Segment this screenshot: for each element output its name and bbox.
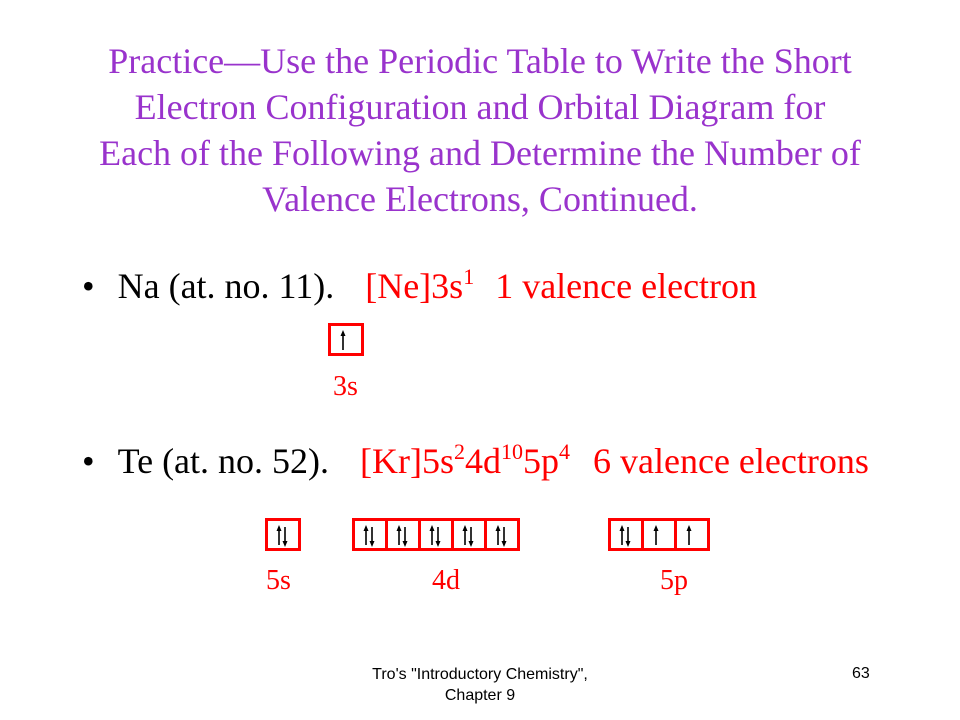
title-line: Valence Electrons, Continued. xyxy=(262,179,698,219)
spin-down-arrowhead xyxy=(436,541,441,547)
electron-arrows xyxy=(644,521,674,548)
electron-configuration xyxy=(365,266,474,306)
electron-configuration xyxy=(360,441,570,481)
valence-count: 6 valence electrons xyxy=(593,441,869,481)
title-line: Electron Configuration and Orbital Diagram for xyxy=(134,87,826,127)
config-orbital: 4d xyxy=(465,441,502,481)
spin-up-arrowhead xyxy=(277,525,282,531)
electron-arrows xyxy=(268,521,298,548)
spin-up-arrowhead xyxy=(687,525,692,531)
spin-up-arrowhead xyxy=(430,525,435,531)
slide-title xyxy=(60,38,900,222)
config-superscript: 10 xyxy=(501,439,524,464)
orbital-diagram-4d xyxy=(352,518,520,551)
element-name: Te (at. no. 52). xyxy=(117,441,330,481)
element-name: Na (at. no. 11). xyxy=(117,266,335,306)
orbital-label: 5p xyxy=(660,565,688,596)
electron-arrows xyxy=(388,521,418,548)
bullet-dot: • xyxy=(82,266,95,306)
bullet-tellurium xyxy=(82,441,869,481)
orbital-diagram-5s xyxy=(265,518,301,551)
electron-arrows xyxy=(355,521,385,548)
electron-arrows xyxy=(677,521,707,548)
spin-up-arrowhead xyxy=(341,330,346,336)
orbital-box xyxy=(328,323,364,356)
orbital-box xyxy=(608,518,644,551)
orbital-diagram-3s xyxy=(328,323,364,356)
spin-down-arrowhead xyxy=(370,541,375,547)
electron-arrows xyxy=(421,521,451,548)
orbital-box xyxy=(352,518,388,551)
spin-down-arrowhead xyxy=(403,541,408,547)
orbital-box xyxy=(421,518,454,551)
orbital-box xyxy=(454,518,487,551)
orbital-box xyxy=(644,518,677,551)
page-number: 63 xyxy=(852,665,870,682)
config-orbital: 5s xyxy=(422,441,455,481)
config-orbital: 3s xyxy=(431,266,464,306)
config-core: [Kr] xyxy=(360,441,422,481)
spin-up-arrowhead xyxy=(496,525,501,531)
spin-down-arrowhead xyxy=(469,541,474,547)
electron-arrows xyxy=(331,326,361,353)
orbital-box xyxy=(487,518,520,551)
spin-down-arrowhead xyxy=(283,541,288,547)
valence-count: 1 valence electron xyxy=(495,266,758,306)
electron-arrows xyxy=(611,521,641,548)
orbital-label: 3s xyxy=(333,371,358,402)
footer-source xyxy=(320,664,640,706)
footer-source-line: Tro's "Introductory Chemistry", xyxy=(372,666,588,683)
spin-up-arrowhead xyxy=(620,525,625,531)
orbital-label: 5s xyxy=(266,565,291,596)
spin-down-arrowhead xyxy=(502,541,507,547)
orbital-label: 4d xyxy=(432,565,460,596)
orbital-box xyxy=(388,518,421,551)
config-superscript: 4 xyxy=(559,439,571,464)
spin-up-arrowhead xyxy=(397,525,402,531)
spin-up-arrowhead xyxy=(463,525,468,531)
orbital-diagram-5p xyxy=(608,518,710,551)
orbital-box xyxy=(677,518,710,551)
config-superscript: 2 xyxy=(454,439,466,464)
config-core: [Ne] xyxy=(365,266,432,306)
config-orbital: 5p xyxy=(523,441,560,481)
bullet-sodium xyxy=(82,266,757,306)
title-line: Practice—Use the Periodic Table to Write the Short xyxy=(108,41,852,81)
spin-down-arrowhead xyxy=(626,541,631,547)
bullet-dot: • xyxy=(82,441,95,481)
spin-up-arrowhead xyxy=(654,525,659,531)
footer-source-line: Chapter 9 xyxy=(444,687,516,704)
config-superscript: 1 xyxy=(463,264,475,289)
electron-arrows xyxy=(454,521,484,548)
orbital-box xyxy=(265,518,301,551)
spin-up-arrowhead xyxy=(364,525,369,531)
title-line: Each of the Following and Determine the Number of xyxy=(99,133,861,173)
electron-arrows xyxy=(487,521,517,548)
